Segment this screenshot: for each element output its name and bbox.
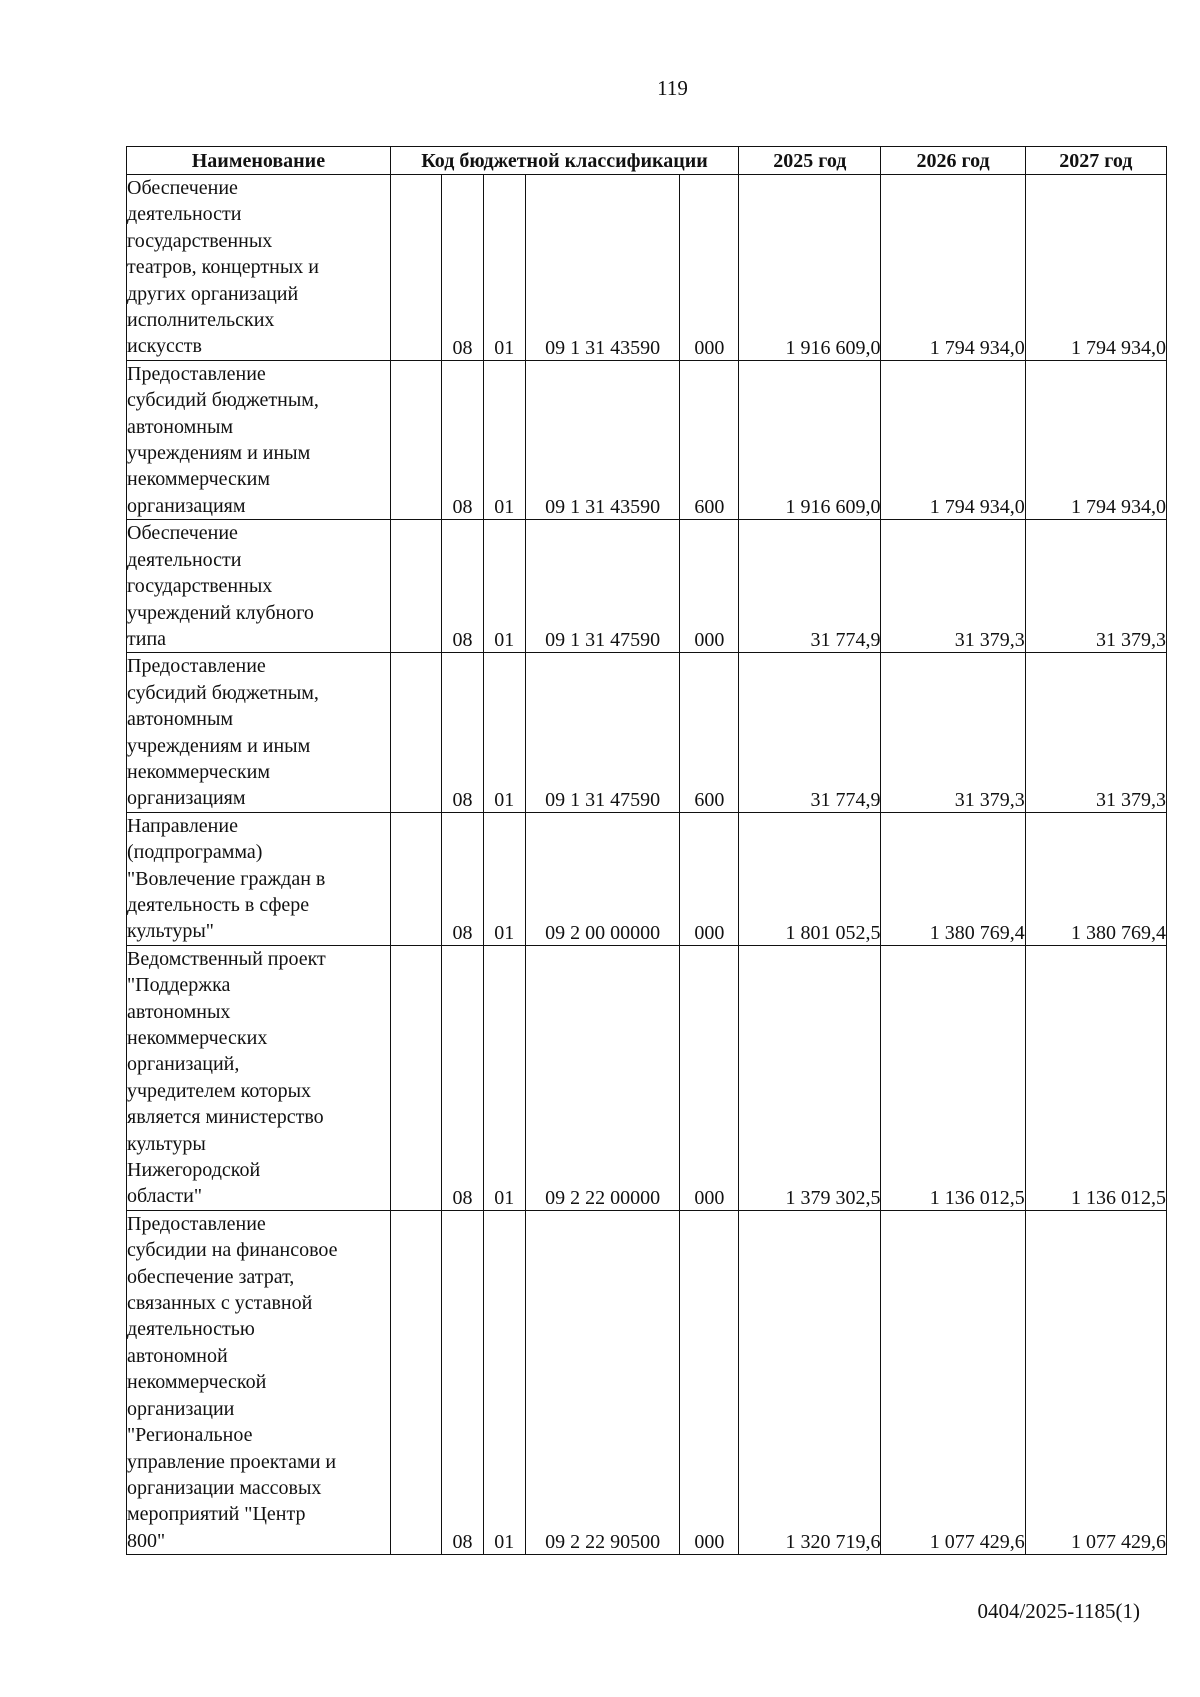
value-2026: 31 379,3 (881, 520, 1025, 653)
code-section: 08 (442, 520, 483, 653)
row-name-line: Обеспечение (127, 522, 238, 545)
code-section: 08 (442, 812, 483, 945)
code-section: 08 (442, 360, 483, 519)
code-expense-type: 000 (680, 945, 739, 1210)
value-2026: 1 077 429,6 (881, 1210, 1025, 1554)
row-name-line: автономных (127, 1000, 231, 1023)
row-name-line: учредителем которых (127, 1079, 312, 1102)
row-name-line: организациям (127, 494, 246, 517)
code-target-article: 09 1 31 43590 (525, 175, 680, 361)
row-name-line: автономной (127, 1344, 228, 1367)
code-expense-type: 600 (680, 653, 739, 812)
row-name-line: организаций, (127, 1053, 240, 1076)
code-blank (390, 520, 442, 653)
code-subsection: 01 (483, 1210, 525, 1554)
code-subsection: 01 (483, 360, 525, 519)
row-name-line: Ведомственный проект (127, 947, 326, 970)
code-target-article: 09 2 00 00000 (525, 812, 680, 945)
row-name-line: организации (127, 1397, 235, 1420)
value-2027: 1 136 012,5 (1025, 945, 1166, 1210)
code-blank (390, 360, 442, 519)
header-code: Код бюджетной классификации (390, 147, 738, 175)
row-name-line: государственных (127, 575, 273, 598)
table-row (127, 360, 1167, 519)
row-name-line: мероприятий "Центр (127, 1503, 306, 1526)
value-2027: 1 794 934,0 (1025, 360, 1166, 519)
code-target-article: 09 1 31 43590 (525, 360, 680, 519)
row-name (127, 812, 391, 945)
row-name (127, 653, 391, 812)
value-2027: 1 380 769,4 (1025, 812, 1166, 945)
row-name-line: управление проектами и (127, 1450, 337, 1473)
row-name-line: культуры (127, 1132, 206, 1155)
header-name: Наименование (127, 147, 391, 175)
code-section: 08 (442, 653, 483, 812)
table-header-row (127, 147, 1167, 175)
row-name-line: других организаций (127, 282, 299, 305)
row-name-line: связанных с уставной (127, 1292, 313, 1315)
code-blank (390, 945, 442, 1210)
code-section: 08 (442, 175, 483, 361)
row-name-line: организации массовых (127, 1476, 322, 1499)
row-name-line: некоммерческой (127, 1371, 267, 1394)
value-2025: 31 774,9 (739, 520, 881, 653)
code-expense-type: 000 (680, 1210, 739, 1554)
row-name-line: "Вовлечение граждан в (127, 867, 326, 890)
code-target-article: 09 2 22 90500 (525, 1210, 680, 1554)
row-name-line: 800" (127, 1529, 166, 1552)
row-name-line: учреждениям и иным (127, 442, 311, 465)
row-name-line: исполнительских (127, 309, 275, 332)
code-target-article: 09 1 31 47590 (525, 653, 680, 812)
code-blank (390, 175, 442, 361)
row-name-line: театров, концертных и (127, 256, 319, 279)
row-name-line: некоммерческим (127, 760, 270, 783)
budget-table (126, 146, 1167, 1555)
row-name-line: деятельность в сфере (127, 893, 310, 916)
value-2025: 1 916 609,0 (739, 360, 881, 519)
row-name-line: Обеспечение (127, 177, 238, 199)
row-name-line: Предоставление (127, 362, 266, 385)
row-name-line: "Региональное (127, 1424, 253, 1447)
row-name-line: учреждений клубного (127, 601, 314, 624)
table-row (127, 1210, 1167, 1554)
code-blank (390, 653, 442, 812)
table-row (127, 945, 1167, 1210)
row-name-line: некоммерческим (127, 468, 270, 491)
row-name-line: автономным (127, 708, 234, 731)
row-name-line: Нижегородской (127, 1159, 261, 1182)
code-expense-type: 000 (680, 812, 739, 945)
value-2026: 1 136 012,5 (881, 945, 1025, 1210)
code-section: 08 (442, 1210, 483, 1554)
value-2026: 1 794 934,0 (881, 175, 1025, 361)
code-blank (390, 812, 442, 945)
row-name (127, 520, 391, 653)
row-name-line: "Поддержка (127, 974, 231, 997)
code-subsection: 01 (483, 812, 525, 945)
value-2025: 1 320 719,6 (739, 1210, 881, 1554)
row-name-line: деятельностью (127, 1318, 255, 1341)
value-2025: 31 774,9 (739, 653, 881, 812)
table-row (127, 520, 1167, 653)
row-name-line: искусств (127, 335, 202, 358)
row-name-line: культуры" (127, 920, 214, 943)
row-name (127, 1210, 391, 1554)
row-name (127, 175, 391, 361)
row-name-line: субсидий бюджетным, (127, 681, 319, 704)
row-name-line: автономным (127, 415, 234, 438)
row-name-line: деятельности (127, 203, 242, 226)
value-2026: 1 380 769,4 (881, 812, 1025, 945)
row-name-line: некоммерческих (127, 1027, 268, 1049)
code-target-article: 09 1 31 47590 (525, 520, 680, 653)
table-body (127, 175, 1167, 1555)
row-name-line: деятельности (127, 548, 242, 571)
code-section: 08 (442, 945, 483, 1210)
code-subsection: 01 (483, 175, 525, 361)
value-2026: 1 794 934,0 (881, 360, 1025, 519)
row-name-line: учреждениям и иным (127, 734, 311, 757)
row-name-line: организациям (127, 787, 246, 810)
value-2027: 31 379,3 (1025, 520, 1166, 653)
row-name-line: Предоставление (127, 655, 266, 678)
row-name-line: Предоставление (127, 1212, 266, 1235)
table-row (127, 175, 1167, 361)
row-name-line: субсидии на финансовое (127, 1239, 338, 1262)
code-blank (390, 1210, 442, 1554)
value-2025: 1 916 609,0 (739, 175, 881, 361)
row-name-line: субсидий бюджетным, (127, 389, 319, 412)
table-row (127, 812, 1167, 945)
table-row (127, 653, 1167, 812)
code-target-article: 09 2 22 00000 (525, 945, 680, 1210)
header-2025: 2025 год (739, 147, 881, 175)
page-number: 119 (657, 76, 688, 100)
value-2027: 1 077 429,6 (1025, 1210, 1166, 1554)
document-code: 0404/2025-1185(1) (977, 1599, 1140, 1623)
value-2027: 1 794 934,0 (1025, 175, 1166, 361)
code-subsection: 01 (483, 520, 525, 653)
row-name (127, 945, 391, 1210)
code-expense-type: 600 (680, 360, 739, 519)
header-2026: 2026 год (881, 147, 1025, 175)
value-2025: 1 379 302,5 (739, 945, 881, 1210)
row-name-line: (подпрограмма) (127, 841, 263, 864)
row-name-line: типа (127, 627, 167, 650)
code-subsection: 01 (483, 945, 525, 1210)
row-name-line: области" (127, 1185, 203, 1208)
header-2027: 2027 год (1025, 147, 1166, 175)
row-name (127, 360, 391, 519)
row-name-line: является министерство (127, 1106, 324, 1129)
code-expense-type: 000 (680, 520, 739, 653)
code-expense-type: 000 (680, 175, 739, 361)
row-name-line: Направление (127, 814, 238, 837)
code-subsection: 01 (483, 653, 525, 812)
row-name-line: государственных (127, 229, 273, 252)
value-2026: 31 379,3 (881, 653, 1025, 812)
value-2025: 1 801 052,5 (739, 812, 881, 945)
value-2027: 31 379,3 (1025, 653, 1166, 812)
row-name-line: обеспечение затрат, (127, 1265, 295, 1288)
